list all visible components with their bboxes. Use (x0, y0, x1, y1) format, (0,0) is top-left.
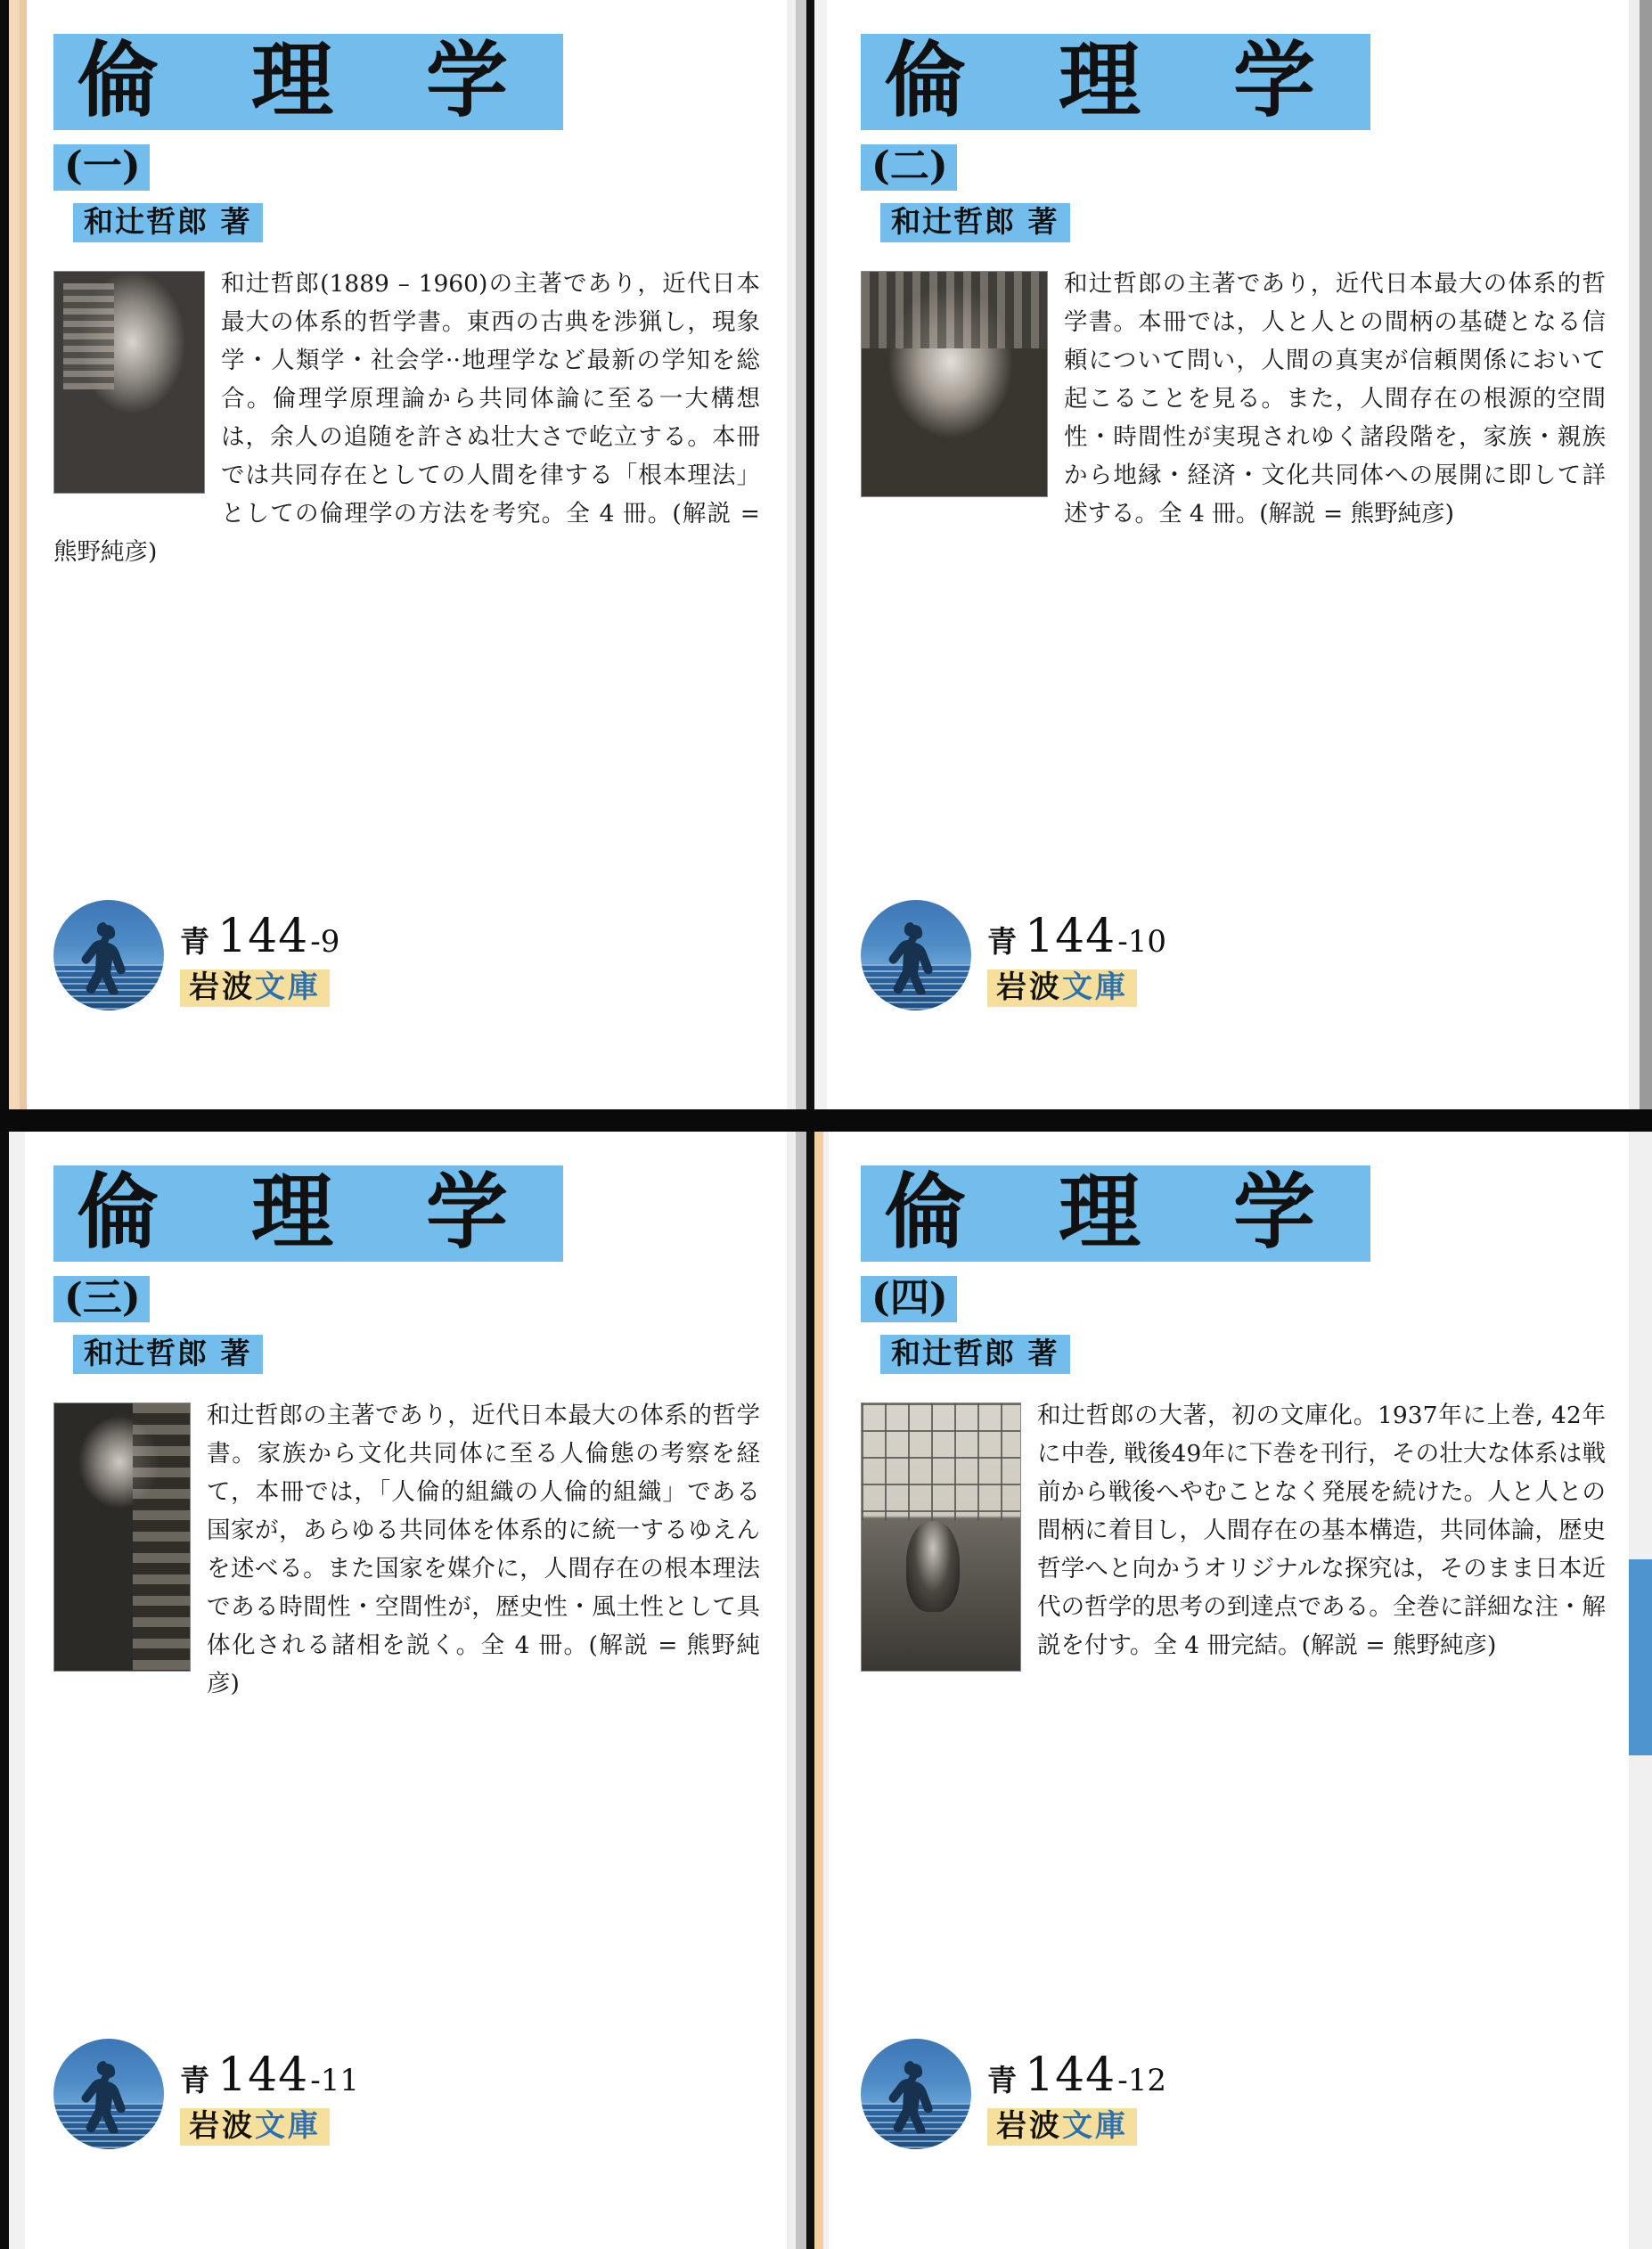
shelf-code (180, 910, 339, 963)
imprint-suffix: 文庫 (1062, 969, 1128, 1005)
author-name: 和辻哲郎 著 (891, 1336, 1059, 1370)
book-cover-volume-3 (0, 1132, 806, 2249)
imprint-footer (53, 900, 339, 1010)
shelf-code (180, 2049, 359, 2102)
author-name: 和辻哲郎 著 (891, 204, 1059, 239)
imprint-suffix: 文庫 (255, 2108, 321, 2144)
book-cover-volume-1 (0, 0, 806, 1109)
volume-label: (四) (871, 1275, 948, 1321)
shelf-code-suffix: -12 (1117, 2063, 1167, 2098)
sower-emblem-icon (53, 2039, 164, 2149)
shelf-code-block (987, 910, 1166, 1010)
author-portrait-photo (861, 271, 1048, 497)
shelf-code (987, 910, 1166, 963)
blurb-text: 和辻哲郎の主著であり，近代日本最大の体系的哲学書。家族から文化共同体に至る人倫態の考察を経て，本冊では，「人倫的組織の人倫的組織」である国家が，あらゆる共同体を体系的に統一するゆえんを述べる。また国家を媒介に，人間存在の根本理法である時間性・空間性が，歴史性・風土性として具体化される諸相を説く。全 4 冊。(解説 = 熊野純彦) (207, 1402, 760, 1697)
blurb-block (53, 266, 760, 571)
blurb-text: 和辻哲郎の主著であり，近代日本最大の体系的哲学書。本冊では，人と人との間柄の基礎となる信頼について問い，人間の真実が信頼関係において起こることを見る。また，人間存在の根源的空間性・時間性が実現されゆく諸段階を，家族・親族から地縁・経済・文化共同体への展開に即して詳述する。全 4 冊。(解説 = 熊野純彦) (1064, 270, 1606, 527)
sower-figure-icon (887, 920, 943, 994)
shelf-code-suffix: -11 (310, 2063, 360, 2098)
imprint-footer (53, 2039, 359, 2149)
imprint-prefix: 岩波 (189, 2108, 255, 2144)
volume-label: (二) (871, 143, 948, 189)
blurb-block (861, 1397, 1606, 1664)
imprint-prefix: 岩波 (996, 2108, 1062, 2144)
shelf-code-block (180, 2049, 359, 2149)
sower-figure-icon (80, 920, 135, 994)
sower-emblem-icon (861, 2039, 971, 2149)
shelf-code-number: 144 (217, 2049, 309, 2102)
shelf-code-number: 144 (1025, 910, 1116, 963)
blurb-text: 和辻哲郎(1889 – 1960)の主著であり，近代日本最大の体系的哲学書。東西の古典を渉猟し，現象学・人類学・社会学··地理学など最新の学知を総合。倫理学原理論から共同体論に至る一大構想は，余人の追随を許さぬ壮大さで屹立する。本冊では共同存在としての人間を律する「根本理法」としての倫理学の方法を考究。全 4 冊。(解説 = 熊野純彦) (53, 270, 760, 566)
blurb-block (861, 266, 1606, 533)
author-name: 和辻哲郎 著 (84, 1336, 252, 1370)
volume-band (53, 1276, 150, 1322)
book-title: 倫 理 学 (77, 1164, 541, 1260)
imprint-prefix: 岩波 (189, 969, 255, 1005)
author-name: 和辻哲郎 著 (84, 204, 252, 239)
imprint-footer (861, 2039, 1166, 2149)
shelf-code-number: 144 (1025, 2049, 1116, 2102)
author-band (880, 203, 1070, 242)
title-band (53, 34, 563, 130)
title-band (53, 1165, 563, 1262)
shelf-code-color: 青 (987, 2063, 1017, 2098)
shelf-code-block (987, 2049, 1166, 2149)
book-title: 倫 理 学 (884, 32, 1348, 128)
author-band (73, 1335, 263, 1374)
shelf-code-suffix: -10 (1117, 924, 1167, 960)
publisher-imprint (180, 969, 330, 1007)
volume-label: (一) (64, 143, 141, 189)
book-title: 倫 理 学 (884, 1164, 1348, 1260)
shelf-code-number: 144 (217, 910, 309, 963)
shelf-code-color: 青 (180, 924, 209, 959)
blurb-block (53, 1397, 760, 1703)
author-writing-at-desk-photo (861, 1403, 1021, 1672)
volume-band (861, 1276, 957, 1322)
author-band (73, 203, 263, 242)
imprint-prefix: 岩波 (996, 969, 1062, 1005)
imprint-footer (861, 900, 1166, 1010)
publisher-imprint (987, 969, 1137, 1007)
cover-gutter-horizontal (0, 1109, 1652, 1132)
volume-band (53, 144, 150, 191)
volume-band (861, 144, 957, 191)
title-band (861, 1165, 1370, 1262)
publisher-imprint (180, 2108, 330, 2146)
shelf-code (987, 2049, 1166, 2102)
shelf-code-color: 青 (180, 2063, 209, 2098)
blurb-text: 和辻哲郎の大著，初の文庫化。1937年に上巻, 42年に中巻, 戦後49年に下巻を刊行，その壮大な体系は戦前から戦後へやむことなく発展を続けた。人と人との間柄に着目し，人間存在の基本構造，共同体論，歴史哲学へと向かうオリジナルな探究は，そのまま日本近代の哲学的思考の到達点である。全巻に詳細な注・解説を付す。全 4 冊完結。(解説 = 熊野純彦) (1037, 1402, 1606, 1659)
shelf-code-color: 青 (987, 924, 1017, 959)
author-portrait-photo (53, 271, 205, 494)
title-band (861, 34, 1370, 130)
sower-emblem-icon (53, 900, 164, 1010)
volume-label: (三) (64, 1275, 141, 1321)
book-cover-volume-2 (807, 0, 1652, 1109)
imprint-suffix: 文庫 (1062, 2108, 1128, 2144)
sower-figure-icon (80, 2058, 135, 2133)
book-cover-volume-4 (807, 1132, 1652, 2249)
author-band (880, 1335, 1070, 1374)
shelf-code-block (180, 910, 339, 1010)
book-title: 倫 理 学 (77, 32, 541, 128)
sower-emblem-icon (861, 900, 971, 1010)
publisher-imprint (987, 2108, 1137, 2146)
sower-figure-icon (887, 2058, 943, 2133)
author-in-library-photo (53, 1403, 191, 1672)
imprint-suffix: 文庫 (255, 969, 321, 1005)
shelf-code-suffix: -9 (310, 924, 340, 960)
